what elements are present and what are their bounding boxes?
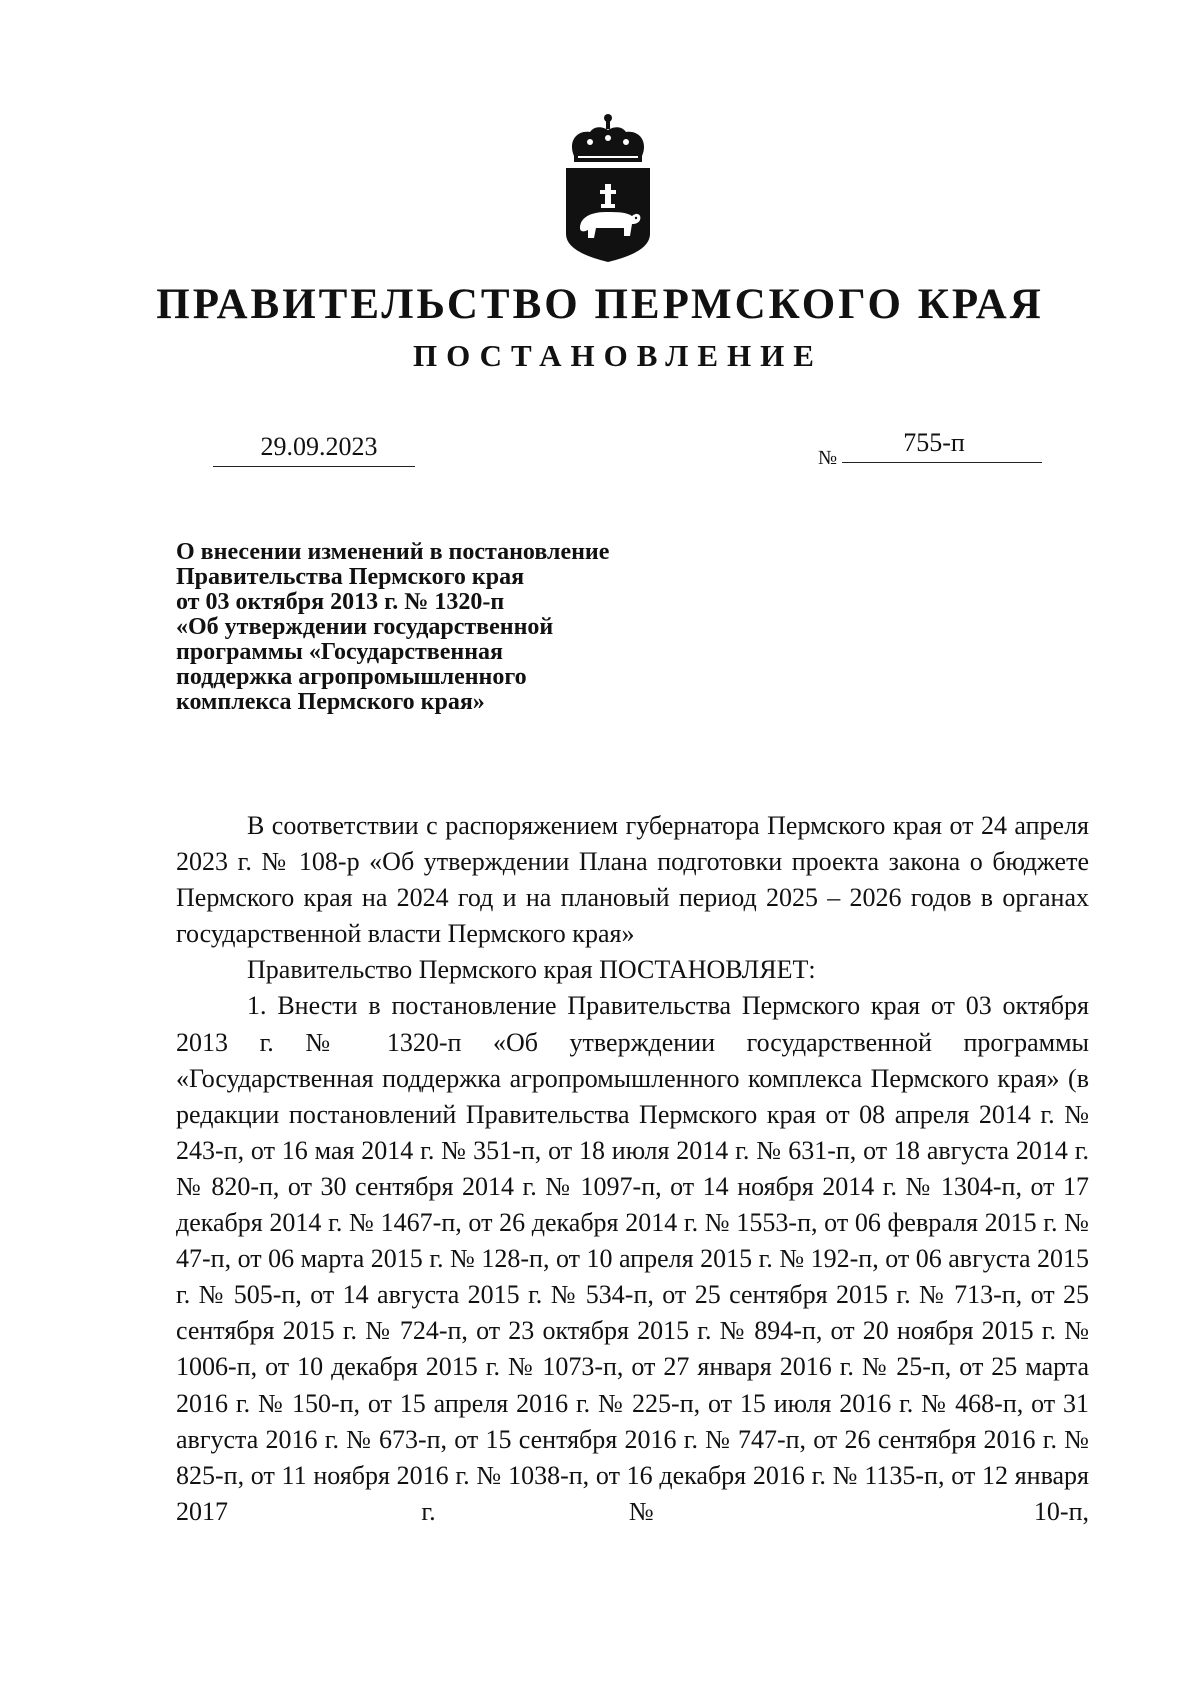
number-sign: №	[818, 447, 838, 469]
document-body	[176, 808, 1089, 1530]
organization-title: ПРАВИТЕЛЬСТВО ПЕРМСКОГО КРАЯ	[156, 281, 1044, 328]
document-heading	[176, 540, 696, 715]
heading-line: О внесении изменений в постановление	[176, 539, 610, 565]
coat-of-arms-emblem	[560, 112, 656, 264]
item-1-paragraph: 1. Внести в постановление Правительства Пермского края от 03 октября 2013 г. № 1320-п «Об утверждении государственной программы «Государственная поддержка агропромышленного комплекса Пермского края» (в редакции постановлений Правительства Пермского края от 08 апреля 2014 г. № 243-п, от 16 мая 2014 г. № 351-п, от 18 июля 2014 г. № 631-п, от 18 августа 2014 г. № 820-п, от 30 сентября 2014 г. № 1097-п, от 14 ноября 2014 г. № 1304-п, от 17 декабря 2014 г. № 1467-п, от 26 декабря 2014 г. № 1553-п, от 06 февраля 2015 г. № 47-п, от 06 марта 2015 г. № 128-п, от 10 апреля 2015 г. № 192-п, от 06 августа 2015 г. № 505-п, от 14 августа 2015 г. № 534-п, от 25 сентября 2015 г. № 713-п, от 25 сентября 2015 г. № 724-п, от 23 октября 2015 г. № 894-п, от 20 ноября 2015 г. № 1006-п, от 10 декабря 2015 г. № 1073-п, от 27 января 2016 г. № 25-п, от 25 марта 2016 г. № 150-п, от 15 апреля 2016 г. № 225-п, от 15 июля 2016 г. № 468-п, от 31 августа 2016 г. № 673-п, от 15 сентября 2016 г. № 747-п, от 26 сентября 2016 г. № 825-п, от 11 ноября 2016 г. № 1038-п, от 16 декабря 2016 г. № 1135-п, от 12 января 2017 г. № 10-п,	[176, 991, 1089, 1526]
heading-line: от 03 октября 2013 г. № 1320-п	[176, 589, 505, 615]
document-date: 29.09.2023	[213, 428, 415, 467]
heading-line: программы «Государственная	[176, 639, 504, 665]
preamble-paragraph: В соответствии с распоряжением губернатора Пермского края от 24 апреля 2023 г. № 108-р «Об утверждении Плана подготовки проекта закона о бюджете Пермского края на 2024 год и на плановый период 2025 – 2026 годов в органах государственной власти Пермского края»	[176, 811, 1089, 949]
heading-line: «Об утверждении государственной	[176, 614, 554, 640]
heading-line: Правительства Пермского края	[176, 564, 525, 590]
heading-line: поддержка агропромышленного	[176, 664, 527, 690]
document-type: ПОСТАНОВЛЕНИЕ	[413, 338, 823, 373]
heading-line: комплекса Пермского края»	[176, 689, 485, 715]
resolution-paragraph: Правительство Пермского края ПОСТАНОВЛЯЕТ:	[247, 955, 816, 985]
document-number: 755-п	[842, 424, 1042, 463]
